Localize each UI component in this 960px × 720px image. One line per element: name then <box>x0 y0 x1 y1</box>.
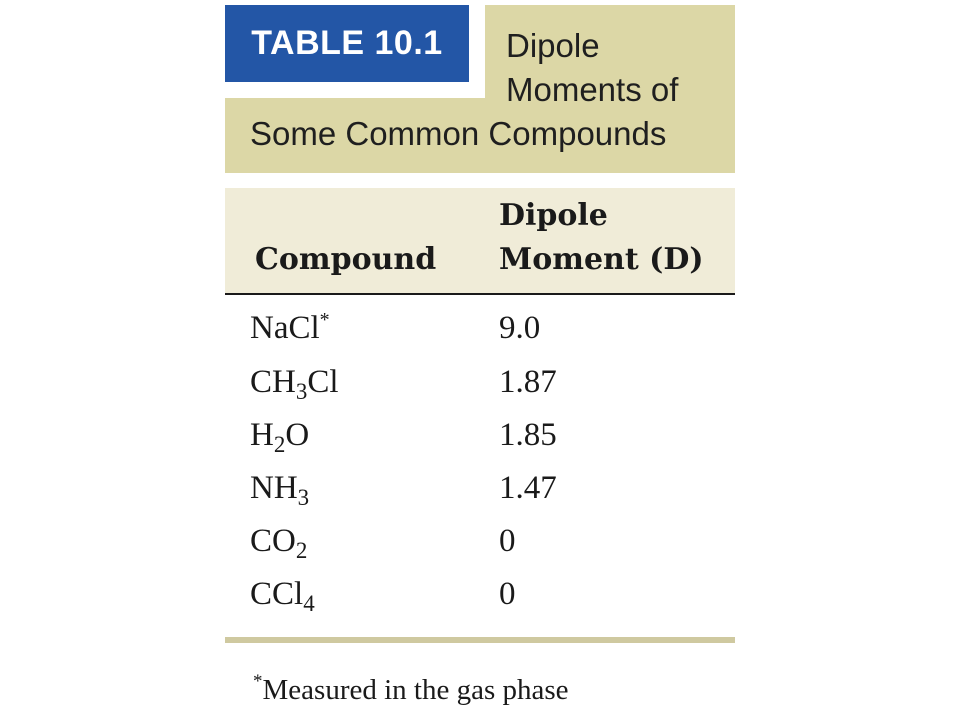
compound-cell <box>250 462 309 514</box>
table-row <box>225 515 735 567</box>
compound-formula: H <box>250 417 274 453</box>
table-number-label: TABLE 10.1 <box>225 5 469 82</box>
compound-formula: NaCl <box>250 310 320 346</box>
compound-cell <box>250 409 309 461</box>
dipole-value-cell: 1.87 <box>499 364 557 400</box>
compound-cell <box>250 356 339 408</box>
table-row <box>225 568 735 620</box>
compound-formula-tail: O <box>285 417 310 453</box>
dipole-value-cell: 1.47 <box>499 470 557 506</box>
table-row <box>225 409 735 461</box>
formula-subscript: 2 <box>273 432 286 457</box>
formula-subscript: 4 <box>303 591 315 616</box>
table-row <box>225 356 735 408</box>
title-badge <box>225 5 485 85</box>
header-divider <box>225 293 735 295</box>
dipole-value-cell: 9.0 <box>499 310 541 346</box>
footnote-text: Measured in the gas phase <box>262 674 569 706</box>
badge-gap-bottom <box>225 82 485 98</box>
column-header-dipole-line-2: Moment (D) <box>499 242 704 277</box>
dipole-value-cell: 1.85 <box>499 417 557 453</box>
table-bottom-rule <box>225 637 735 643</box>
dipole-value-cell: 0 <box>499 576 516 612</box>
compound-formula: CH <box>250 364 296 400</box>
compound-formula-tail: Cl <box>307 364 339 400</box>
table-row <box>225 302 735 354</box>
compound-cell <box>250 515 307 567</box>
table-footnote <box>253 668 569 712</box>
dipole-value-cell: 0 <box>499 523 516 559</box>
table-title-line-3: Some Common Compounds <box>250 115 667 152</box>
formula-subscript: 3 <box>295 379 308 404</box>
compound-cell <box>250 302 330 354</box>
table-title-line-2: Moments of <box>506 71 679 108</box>
footnote-marker: * <box>253 671 263 692</box>
formula-subscript: 2 <box>295 538 308 563</box>
compound-formula: NH <box>250 470 298 506</box>
footnote-marker: * <box>319 309 330 331</box>
table-row <box>225 462 735 514</box>
formula-subscript: 3 <box>297 485 310 510</box>
compound-formula: CO <box>250 523 296 559</box>
compound-cell <box>250 568 315 620</box>
table-title-line-1: Dipole <box>506 27 600 64</box>
column-header-compound: Compound <box>255 242 437 277</box>
column-header-dipole-line-1: Dipole <box>499 198 608 233</box>
compound-formula: CCl <box>250 576 304 612</box>
